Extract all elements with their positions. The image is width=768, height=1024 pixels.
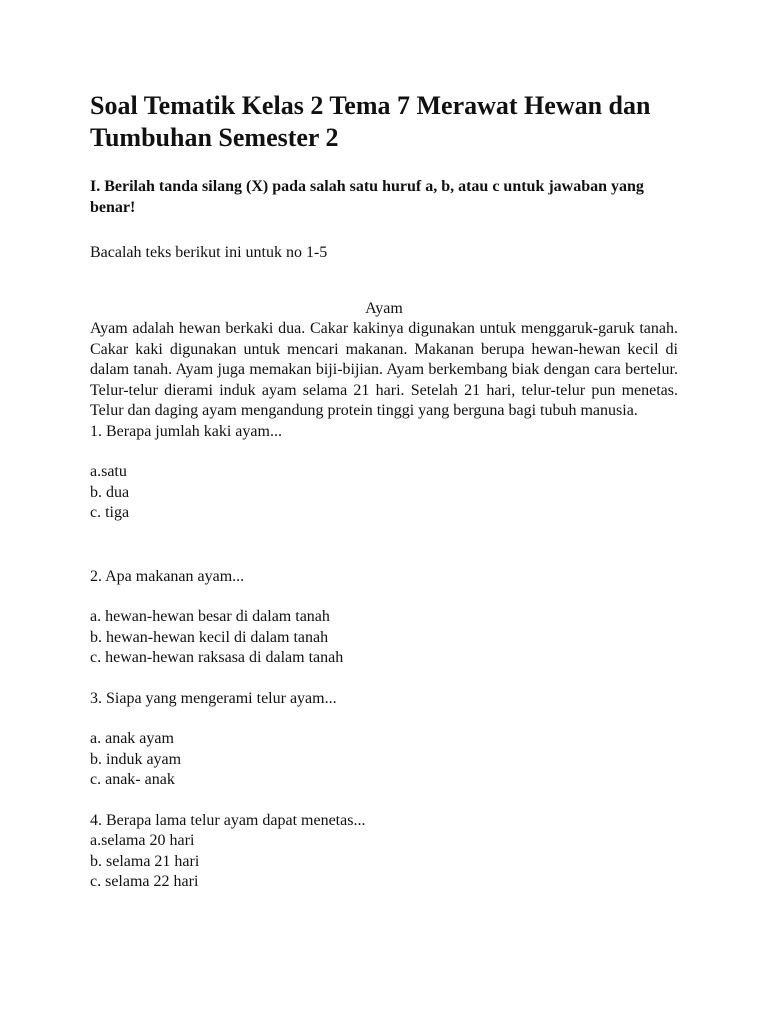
question-block	[90, 811, 678, 893]
option-list	[90, 729, 678, 791]
option-item: b. hewan-hewan kecil di dalam tanah	[90, 628, 329, 646]
document-title: Soal Tematik Kelas 2 Tema 7 Merawat Hewan dan Tumbuhan Semester 2	[90, 91, 651, 152]
option-list	[90, 607, 678, 669]
option-item: c. hewan-hewan raksasa di dalam tanah	[90, 649, 344, 666]
option-item: c. tiga	[90, 504, 130, 521]
option-item: a.selama 20 hari	[90, 832, 195, 849]
option-list	[90, 831, 678, 893]
question-text: 1. Berapa jumlah kaki ayam...	[90, 422, 282, 440]
option-item: a. anak ayam	[90, 730, 174, 747]
question-block	[90, 567, 678, 669]
question-text: 2. Apa makanan ayam...	[90, 567, 245, 585]
question-block	[90, 689, 678, 791]
option-list	[90, 462, 678, 524]
instruction-text: I. Berilah tanda silang (X) pada salah satu huruf a, b, atau c untuk jawaban yang benar!	[90, 178, 644, 216]
option-item: b. induk ayam	[90, 750, 182, 768]
option-item: b. selama 21 hari	[90, 852, 200, 870]
option-item: c. selama 22 hari	[90, 873, 199, 890]
option-item: a.satu	[90, 463, 127, 480]
intro-text: Bacalah teks berikut ini untuk no 1-5	[90, 244, 328, 261]
passage-title: Ayam	[365, 299, 403, 317]
passage-text: Ayam adalah hewan berkaki dua. Cakar kakinya digunakan untuk menggaruk-garuk tanah. Cakar kaki digunakan untuk mencari makanan. Makanan berupa hewan-hewan kecil di dalam tanah. Ayam juga memakan biji-bijian. Ayam berkembang biak dengan cara bertelur. Telur-telur dierami induk ayam selama 21 hari. Setelah 21 hari, telur-telur pun menetas. Telur dan daging ayam mengandung protein tinggi yang berguna bagi tubuh manusia.	[90, 320, 678, 419]
option-item: c. anak- anak	[90, 771, 175, 788]
question-text: 3. Siapa yang mengerami telur ayam...	[90, 689, 337, 707]
question-text: 4. Berapa lama telur ayam dapat menetas...	[90, 811, 366, 829]
option-item: b. dua	[90, 483, 130, 501]
question-block	[90, 422, 678, 524]
option-item: a. hewan-hewan besar di dalam tanah	[90, 608, 330, 625]
